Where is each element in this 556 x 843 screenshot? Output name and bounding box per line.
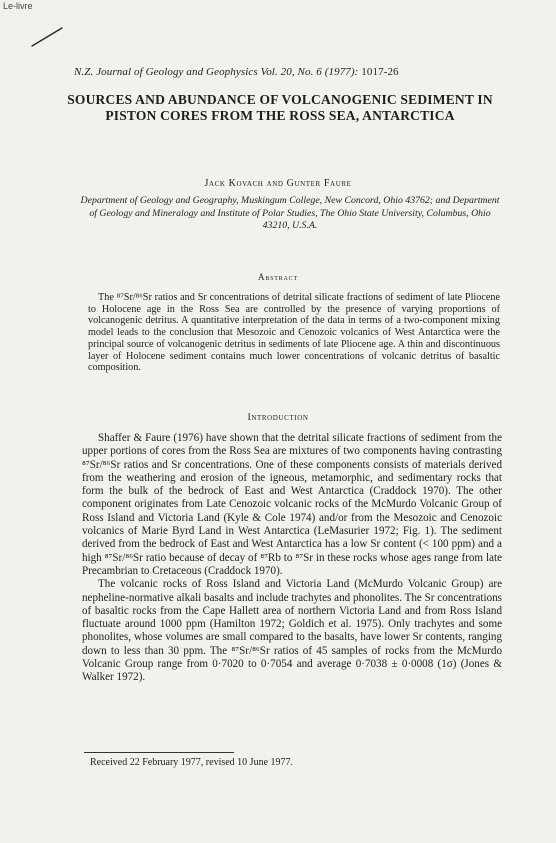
introduction-body bbox=[82, 432, 502, 685]
abstract-text: The ⁸⁷Sr/⁸⁶Sr ratios and Sr concentrations of detrital silicate fractions of sediment of late Pliocene to Holocene age in the Ross Sea are controlled by the presence of varying proportions of volcanogenic detritus. A quantitative interpretation of the data in terms of a two-component mixing model leads to the conclusion that Mesozoic and Cenozoic volcanics of West Antarctica were the principal source of volcanogenic detritus in sediments of late Pliocene age. A thin and discontinuous layer of Holocene sediment contains much lower concentrations of volcanic detritus of basaltic composition. bbox=[88, 292, 500, 374]
journal-citation bbox=[74, 66, 399, 78]
author-affiliation: Department of Geology and Geography, Muskingum College, New Concord, Ohio 43762; and Department of Geology and Mineralogy and Institute of Polar Studies, The Ohio State University, Columbus, Ohio 43210, U.S.A. bbox=[80, 195, 500, 231]
footnote-rule bbox=[84, 752, 234, 753]
abstract-heading: Abstract bbox=[258, 272, 298, 282]
paper-title: SOURCES AND ABUNDANCE OF VOLCANOGENIC SEDIMENT IN PISTON CORES FROM THE ROSS SEA, ANTARCTICA bbox=[67, 92, 493, 123]
introduction-heading: Introduction bbox=[247, 412, 309, 423]
body-paragraph: Shaffer & Faure (1976) have shown that the detrital silicate fractions of sediment from the upper portions of cores from the Ross Sea are mixtures of two components having contrasting ⁸⁷Sr/⁸⁶Sr ratios and Sr concentrations. One of these components consists of materials derived from the weathering and erosion of the igneous, metamorphic, and sedimentary rocks that form the bulk of the bedrock of East and West Antarctica (Craddock 1970). The other component originates from Late Cenozoic volcanic rocks of the McMurdo Volcanic Group of Ross Island and Victoria Land (Kyle & Cole 1974) and/or from the Mesozoic and Cenozoic volcanics of Marie Byrd Land in West Antarctica (LeMasurier 1972; Fig. 1). The sediment derived from the bedrock of East and West Antarctica has a low Sr content (< 100 ppm) and a high ⁸⁷Sr/⁸⁶Sr ratio because of decay of ⁸⁷Rb to ⁸⁷Sr in these rocks whose ages range from late Precambrian to Cretaceous (Craddock 1970). bbox=[82, 432, 502, 577]
received-date: Received 22 February 1977, revised 10 June 1977. bbox=[90, 757, 294, 768]
watermark: Le-livre bbox=[3, 1, 33, 11]
paper-authors: Jack Kovach and Gunter Faure bbox=[204, 178, 352, 189]
journal-citation-text: N.Z. Journal of Geology and Geophysics Vol. 20, No. 6 (1977): bbox=[74, 66, 359, 78]
journal-pages: 1017-26 bbox=[361, 66, 399, 78]
body-paragraph: The volcanic rocks of Ross Island and Victoria Land (McMurdo Volcanic Group) are nepheline-normative alkali basalts and include trachytes and phonolites. The Sr concentrations of basaltic rocks from the Cape Hallett area of northern Victoria Land and from Ross Island fluctuate around 1000 ppm (Hamilton 1972; Goldich et al. 1975). Only trachytes and some phonolites, whose volumes are small compared to the basalts, have lower Sr contents, ranging down to less than 30 ppm. The ⁸⁷Sr/⁸⁶Sr ratios of 45 samples of rocks from the McMurdo Volcanic Group range from 0·7020 to 0·7054 and average 0·7038 ± 0·0008 (1σ) (Jones & Walker 1972). bbox=[82, 578, 502, 684]
